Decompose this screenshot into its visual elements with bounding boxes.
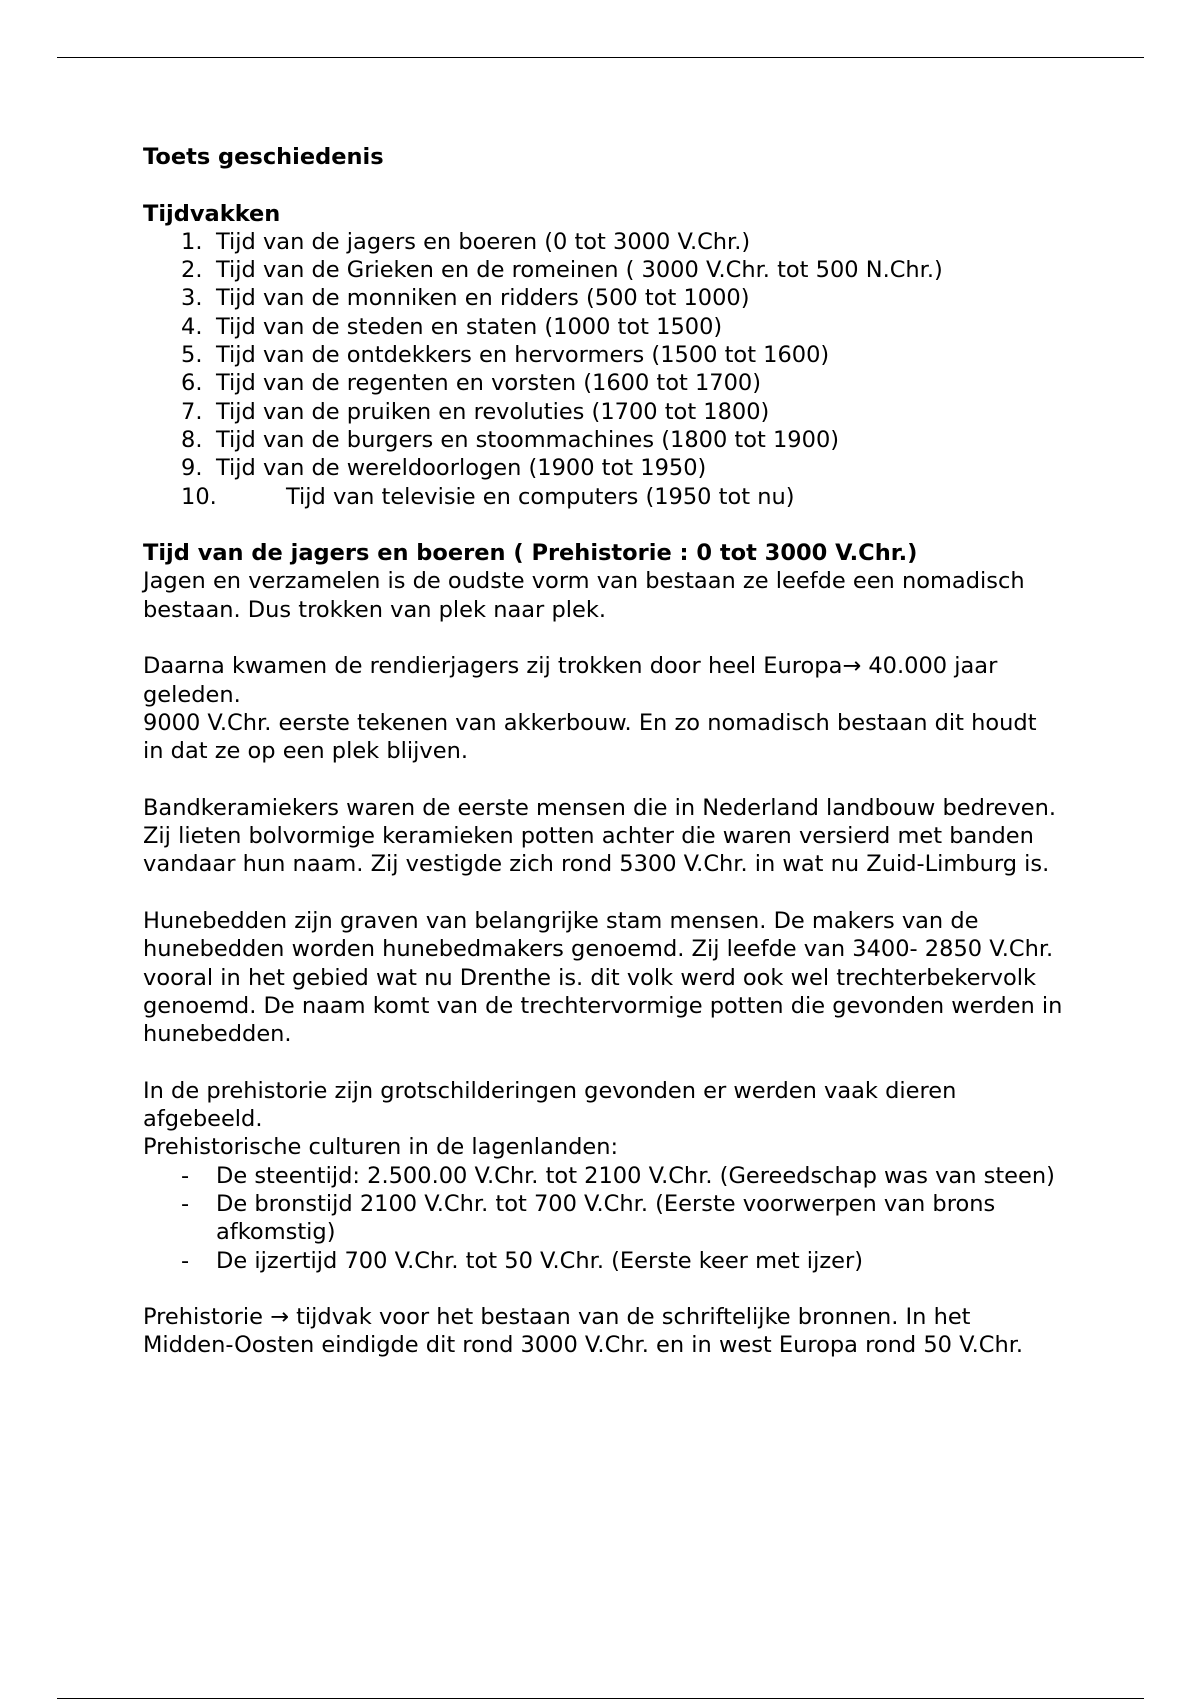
eras-list	[143, 228, 1063, 511]
list-item-text: Tijd van de wereldoorlogen (1900 tot 1950)	[216, 455, 707, 482]
list-item	[143, 398, 1063, 426]
list-item-text: Tijd van de regenten en vorsten (1600 tot 1700)	[216, 370, 762, 397]
list-dash: -	[181, 1247, 190, 1274]
spacer	[143, 766, 1063, 794]
document-title: Toets geschiedenis	[143, 144, 384, 170]
list-item	[143, 426, 1063, 454]
paragraph: Prehistorie → tijdvak voor het bestaan van de schriftelijke bronnen. In het Midden-Oosten eindigde dit rond 3000 V.Chr. en in west Europa rond 50 V.Chr.	[143, 1304, 1024, 1359]
list-item	[143, 1247, 1063, 1275]
cultures-list	[143, 1162, 1063, 1275]
list-item	[143, 256, 1063, 284]
list-number: 2.	[181, 257, 203, 284]
spacer	[143, 1275, 1063, 1303]
spacer	[143, 879, 1063, 907]
list-number: 7.	[181, 398, 203, 425]
list-item-text: De steentijd: 2.500.00 V.Chr. tot 2100 V.Chr. (Gereedschap was van steen)	[216, 1162, 1055, 1189]
paragraph: Bandkeramiekers waren de eerste mensen die in Nederland landbouw bedreven. Zij lieten bolvormige keramieken potten achter die waren versierd met banden vandaar hun naam. Zij vestigde zich rond 5300 V.Chr. in wat nu Zuid-Limburg is.	[143, 794, 1057, 878]
list-item-text: Tijd van de ontdekkers en hervormers (1500 tot 1600)	[216, 342, 830, 369]
paragraph: Hunebedden zijn graven van belangrijke stam mensen. De makers van de hunebedden worden hunebedmakers genoemd. Zij leefde van 3400- 2850 V.Chr. vooral in het gebied wat nu Drenthe is. dit volk werd ook wel trechterbekervolk genoemd. De naam komt van de trechtervormige potten die gevonden werden in hunebedden.	[143, 908, 1063, 1048]
list-number: 8.	[181, 426, 203, 453]
spacer	[143, 624, 1063, 652]
list-item-text: Tijd van de Grieken en de romeinen ( 3000 V.Chr. tot 500 N.Chr.)	[216, 257, 943, 284]
list-number: 3.	[181, 285, 203, 312]
spacer	[143, 511, 1063, 539]
list-item	[143, 228, 1063, 256]
list-item-text: De bronstijd 2100 V.Chr. tot 700 V.Chr. (Eerste voorwerpen van brons afkomstig)	[216, 1190, 996, 1246]
list-item-text: Tijd van de burgers en stoommachines (1800 tot 1900)	[216, 426, 840, 453]
spacer	[143, 171, 1063, 199]
paragraph: Prehistorische culturen in de lagenlanden:	[143, 1134, 619, 1161]
spacer	[143, 1049, 1063, 1077]
list-item	[143, 454, 1063, 482]
list-dash: -	[181, 1190, 190, 1217]
paragraph: 9000 V.Chr. eerste tekenen van akkerbouw. En zo nomadisch bestaan dit houdt in dat ze op een plek blijven.	[143, 709, 1037, 765]
list-number: 5.	[181, 342, 203, 369]
list-item	[143, 1190, 1063, 1247]
list-item	[143, 313, 1063, 341]
list-item-text: Tijd van de pruiken en revoluties (1700 tot 1800)	[216, 398, 770, 425]
header-rule	[57, 57, 1144, 58]
paragraph: Jagen en verzamelen is de oudste vorm van bestaan ze leefde een nomadisch bestaan. Dus trokken van plek naar plek.	[143, 568, 1025, 623]
list-number: 4.	[181, 313, 203, 340]
list-item-text: Tijd van de monniken en ridders (500 tot 1000)	[216, 285, 750, 312]
list-number: 10.	[181, 483, 217, 510]
footer-rule	[57, 1698, 1144, 1699]
paragraph: In de prehistorie zijn grotschilderingen gevonden er werden vaak dieren afgebeeld.	[143, 1077, 957, 1133]
list-item	[143, 284, 1063, 312]
document-body	[143, 143, 1063, 1360]
list-item	[143, 483, 1063, 511]
list-item	[143, 341, 1063, 369]
list-item-text: Tijd van televisie en computers (1950 tot nu)	[286, 483, 795, 510]
list-number: 6.	[181, 370, 203, 397]
list-item-text: De ijzertijd 700 V.Chr. tot 50 V.Chr. (Eerste keer met ijzer)	[216, 1247, 863, 1274]
eras-heading: Tijdvakken	[143, 200, 281, 227]
list-number: 9.	[181, 455, 203, 482]
paragraph: Daarna kwamen de rendierjagers zij trokken door heel Europa→ 40.000 jaar geleden.	[143, 653, 998, 708]
list-item-text: Tijd van de jagers en boeren (0 tot 3000 V.Chr.)	[216, 228, 751, 255]
list-dash: -	[181, 1162, 190, 1189]
list-item-text: Tijd van de steden en staten (1000 tot 1500)	[216, 313, 723, 340]
list-number: 1.	[181, 228, 203, 255]
list-item	[143, 1162, 1063, 1190]
list-item	[143, 369, 1063, 397]
section-heading: Tijd van de jagers en boeren ( Prehistorie : 0 tot 3000 V.Chr.)	[143, 540, 918, 567]
